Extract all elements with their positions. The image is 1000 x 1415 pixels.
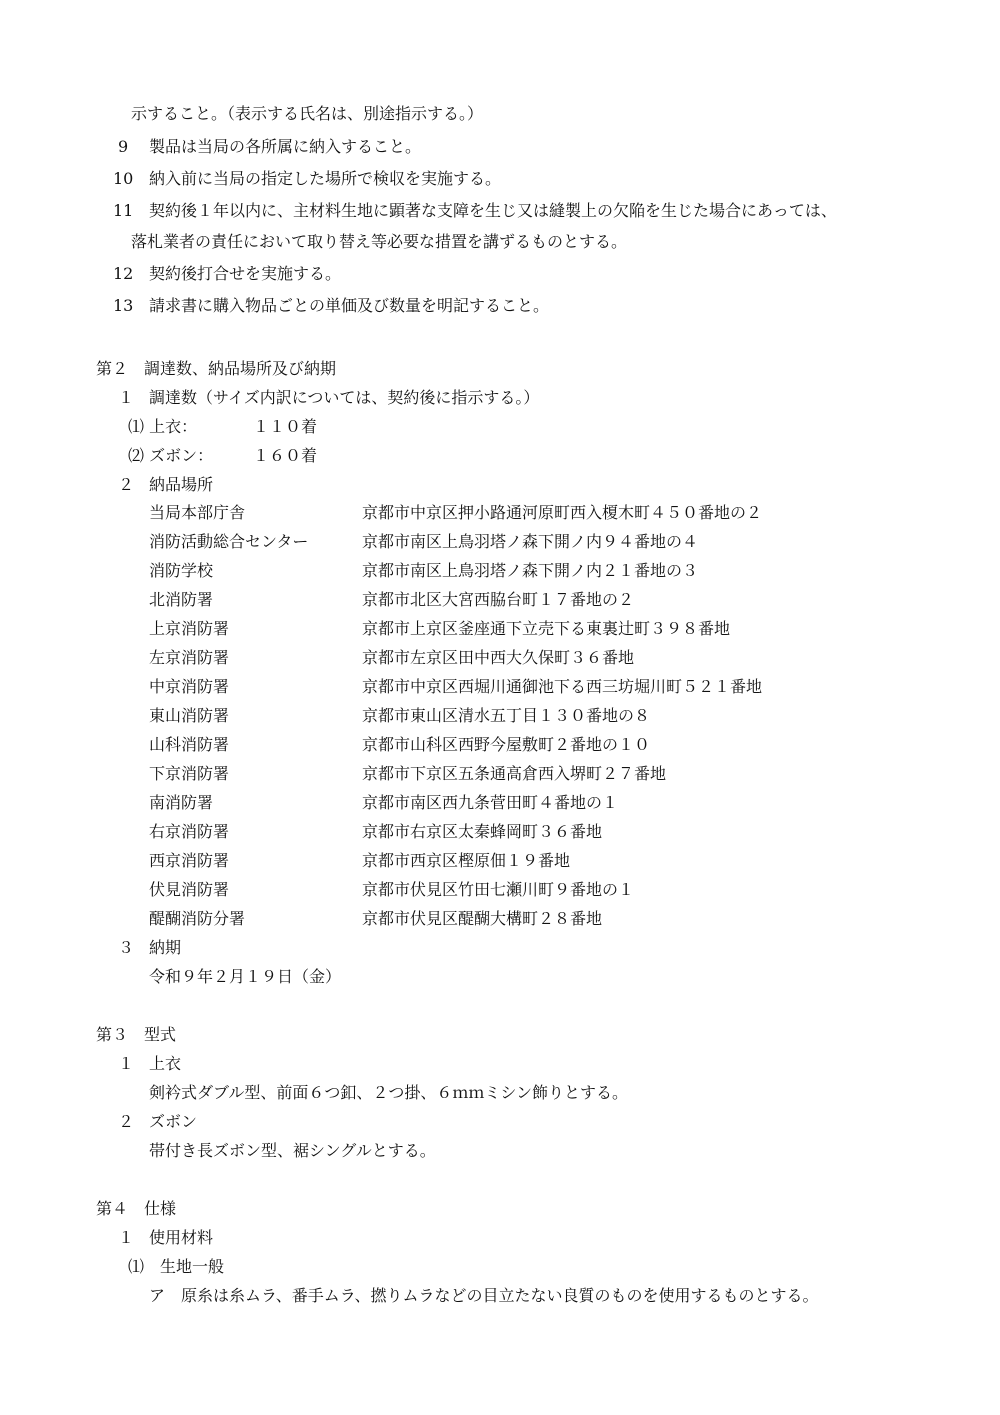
item-number: 11 — [113, 201, 134, 220]
item-number: 13 — [113, 296, 134, 315]
place-name: 下京消防署 — [149, 764, 230, 783]
deadline-date: 令和９年２月１９日（金） — [149, 967, 342, 986]
quantity-value: １１０着 — [253, 417, 318, 436]
item-text: 納期 — [149, 938, 182, 957]
item-number: ２ — [118, 475, 135, 494]
place-name: 消防学校 — [149, 561, 214, 580]
place-name: 伏見消防署 — [149, 880, 230, 899]
item-text: 請求書に購入物品ごとの単価及び数量を明記すること。 — [149, 296, 550, 315]
continued-text: 示すること。（表示する氏名は、別途指示する。） — [131, 104, 484, 123]
item-description: 剣衿式ダブル型、前面６つ釦、２つ掛、６ｍｍミシン飾りとする。 — [149, 1083, 628, 1102]
place-name: 中京消防署 — [149, 677, 230, 696]
item-text: 使用材料 — [149, 1228, 214, 1247]
place-address: 京都市左京区田中西大久保町３６番地 — [362, 648, 635, 667]
item-number: １ — [118, 388, 135, 407]
place-name: 南消防署 — [149, 793, 214, 812]
place-name: 上京消防署 — [149, 619, 230, 638]
quantity-label: ⑵ ズボン： — [128, 446, 214, 465]
place-address: 京都市南区西九条菅田町４番地の１ — [362, 793, 619, 812]
place-address: 京都市東山区清水五丁目１３０番地の８ — [362, 706, 651, 725]
subitem-heading: ⑴ 生地一般 — [128, 1257, 225, 1276]
item-text: ズボン — [149, 1112, 198, 1131]
place-name: 北消防署 — [149, 590, 214, 609]
place-address: 京都市右京区太秦蜂岡町３６番地 — [362, 822, 603, 841]
subitem-text: ア 原糸は糸ムラ、番手ムラ、撚りムラなどの目立たない良質のものを使用するものとする。 — [149, 1286, 819, 1305]
section-heading: 第４ 仕様 — [96, 1199, 177, 1218]
place-address: 京都市西京区樫原佃１９番地 — [362, 851, 571, 870]
place-name: 醍醐消防分署 — [149, 909, 246, 928]
place-address: 京都市南区上鳥羽塔ノ森下開ノ内２１番地の３ — [362, 561, 699, 580]
item-number: １ — [118, 1228, 135, 1247]
place-address: 京都市南区上鳥羽塔ノ森下開ノ内９４番地の４ — [362, 532, 699, 551]
item-text: 契約後打合せを実施する。 — [149, 264, 342, 283]
item-text-continued: 落札業者の責任において取り替え等必要な措置を講ずるものとする。 — [131, 232, 628, 251]
place-address: 京都市上京区釜座通下立売下る東裏辻町３９８番地 — [362, 619, 731, 638]
place-address: 京都市中京区西堀川通御池下る西三坊堀川町５２１番地 — [362, 677, 763, 696]
place-name: 左京消防署 — [149, 648, 230, 667]
place-address: 京都市中京区押小路通河原町西入榎木町４５０番地の２ — [362, 503, 763, 522]
item-text: 契約後１年以内に、主材料生地に顕著な支障を生じ又は縫製上の欠陥を生じた場合にあっては、 — [149, 201, 837, 220]
item-number: １ — [118, 1054, 135, 1073]
place-address: 京都市北区大宮西脇台町１７番地の２ — [362, 590, 635, 609]
place-address: 京都市伏見区醍醐大構町２８番地 — [362, 909, 603, 928]
item-text: 上衣 — [149, 1054, 182, 1073]
item-number: ３ — [118, 938, 135, 957]
place-address: 京都市山科区西野今屋敷町２番地の１０ — [362, 735, 651, 754]
item-text: 納入前に当局の指定した場所で検収を実施する。 — [149, 169, 502, 188]
item-text: 納品場所 — [149, 475, 214, 494]
section-heading: 第２ 調達数、納品場所及び納期 — [96, 359, 337, 378]
item-number: ２ — [118, 1112, 135, 1131]
item-text: 製品は当局の各所属に納入すること。 — [149, 137, 422, 156]
quantity-label: ⑴ 上衣： — [128, 417, 198, 436]
place-address: 京都市伏見区竹田七瀬川町９番地の１ — [362, 880, 635, 899]
place-name: 西京消防署 — [149, 851, 230, 870]
place-name: 消防活動総合センター — [149, 532, 309, 551]
item-text: 調達数（サイズ内訳については、契約後に指示する。） — [149, 388, 540, 407]
item-number: 12 — [113, 264, 134, 283]
item-number: 9 — [118, 137, 129, 156]
item-number: 10 — [113, 169, 134, 188]
place-name: 東山消防署 — [149, 706, 230, 725]
item-description: 帯付き長ズボン型、裾シングルとする。 — [149, 1141, 436, 1160]
place-name: 山科消防署 — [149, 735, 230, 754]
place-address: 京都市下京区五条通高倉西入堺町２７番地 — [362, 764, 667, 783]
place-name: 当局本部庁舎 — [149, 503, 246, 522]
quantity-value: １６０着 — [253, 446, 318, 465]
place-name: 右京消防署 — [149, 822, 230, 841]
section-heading: 第３ 型式 — [96, 1025, 177, 1044]
